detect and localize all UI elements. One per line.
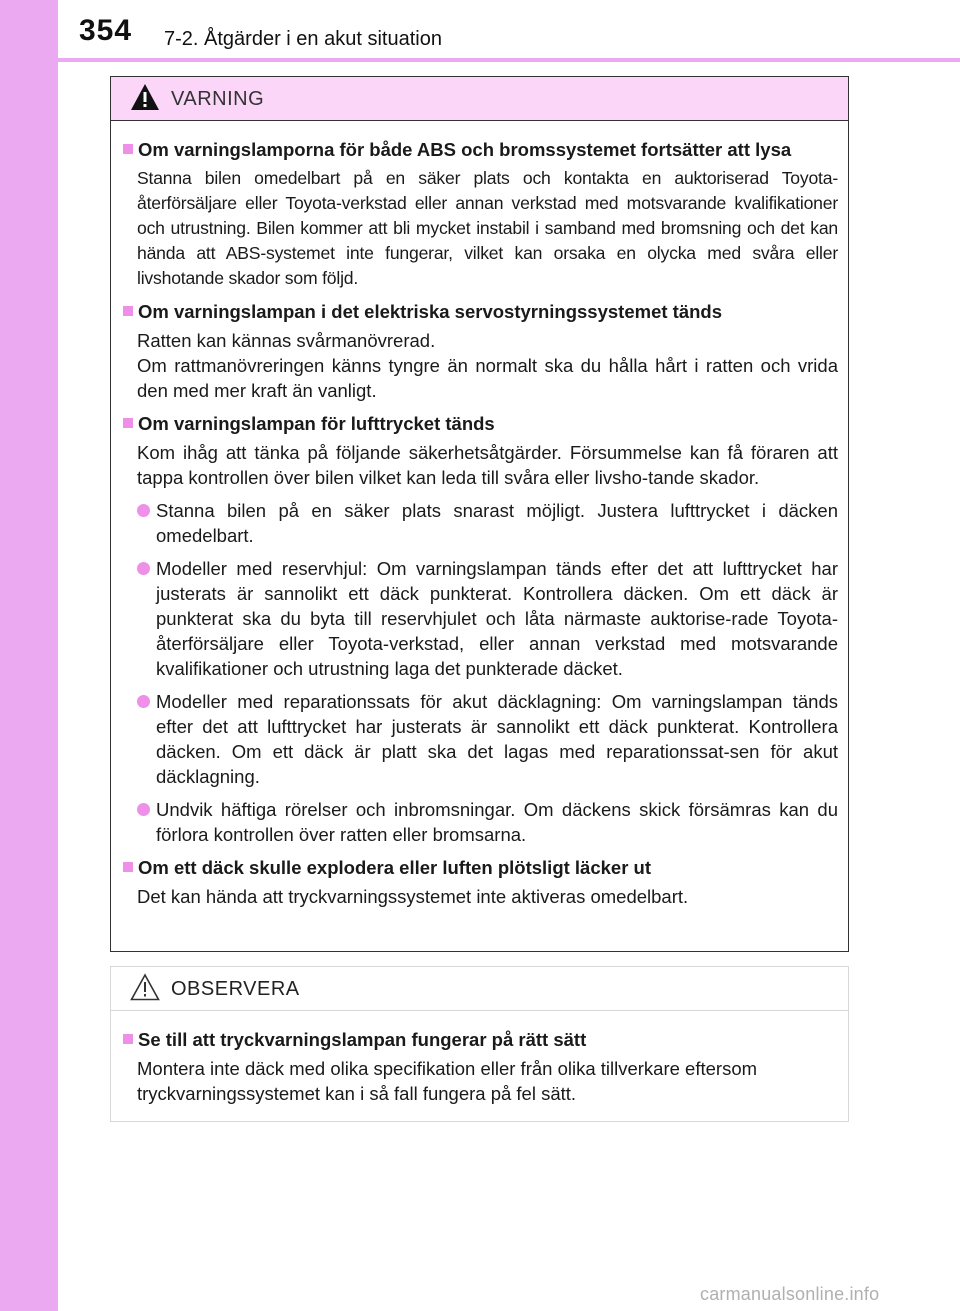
section-heading: Om varningslamporna för både ABS och bromssystemet fortsätter att lysa <box>138 139 792 160</box>
caution-title: OBSERVERA <box>171 978 300 1000</box>
header-divider <box>58 58 960 62</box>
warning-body <box>111 121 848 909</box>
warning-title: VARNING <box>171 88 265 110</box>
warning-section-tire-pressure <box>123 411 838 847</box>
list-item-text: Stanna bilen på en säker plats snarast möjligt. Justera lufttrycket i däcken omedelbart. <box>156 500 838 546</box>
round-bullet-icon <box>137 504 150 517</box>
warning-section-eps <box>123 299 838 403</box>
list-item-text: Modeller med reservhjul: Om varningslampan tänds efter det att lufttrycket har justerats är sannolikt ett däck punkterat. Kontrollera däcken. Om ett däck är punkterat ska du byta till reservhjulet och låta närmaste auktorise-rade Toyota-återförsäljare eller Toyota-verkstad, eller annan verkstad med motsvarande kvalifikationer och utrustning laga det punkterade däcket. <box>156 558 838 679</box>
round-bullet-icon <box>137 695 150 708</box>
caution-body <box>111 1011 848 1106</box>
section-heading: Om varningslampan i det elektriska servostyrningssystemet tänds <box>138 301 723 322</box>
section-paragraph: Kom ihåg att tänka på följande säkerhetsåtgärder. Försummelse kan få föraren att tappa kontrollen över bilen vilket kan leda till svåra eller livsho-tande skador. <box>137 442 838 488</box>
section-heading: Om ett däck skulle explodera eller luften plötsligt läcker ut <box>138 857 652 878</box>
warning-triangle-icon <box>130 83 160 111</box>
side-color-strip <box>0 0 58 1311</box>
square-bullet-icon <box>123 144 133 154</box>
warning-section-abs <box>123 137 838 291</box>
list-item-text: Modeller med reparationssats för akut däcklagning: Om varningslampan tänds efter det att lufttrycket har justerats är sannolikt ett däck punkterat. Kontrollera däcken. Om ett däck är platt ska det lagas med reparationssat-sen för akut däcklagning. <box>156 691 838 787</box>
warning-box <box>110 76 849 952</box>
square-bullet-icon <box>123 862 133 872</box>
section-paragraph: Ratten kan kännas svårmanövrerad. <box>137 330 436 351</box>
list-item <box>137 797 838 847</box>
list-item <box>137 498 838 548</box>
square-bullet-icon <box>123 306 133 316</box>
section-paragraph: Det kan hända att tryckvarningssystemet inte aktiveras omedelbart. <box>137 886 689 907</box>
warning-header <box>111 77 848 121</box>
section-heading: Se till att tryckvarningslampan fungerar på rätt sätt <box>138 1029 587 1050</box>
warning-section-tire-burst <box>123 855 838 909</box>
section-paragraph: Montera inte däck med olika specifikation eller från olika tillverkare eftersom tryckvarningssystemet kan i så fall fungera på fel sätt. <box>137 1058 758 1104</box>
square-bullet-icon <box>123 418 133 428</box>
round-bullet-icon <box>137 803 150 816</box>
round-bullet-icon <box>137 562 150 575</box>
list-item-text: Undvik häftiga rörelser och inbromsningar. Om däckens skick försämras kan du förlora kontrollen över ratten eller bromsarna. <box>156 799 838 845</box>
caution-triangle-icon <box>130 973 160 1001</box>
section-paragraph: Stanna bilen omedelbart på en säker plats och kontakta en auktoriserad Toyota-återförsäljare eller Toyota-verkstad eller annan verkstad med motsvarande kvalifikationer och utrustning. Bilen kommer att bli mycket instabil i samband med bromsning och det kan hända att ABS-systemet inte fungerar, vilket kan orsaka en olycka med svåra eller livshotande skador som följd. <box>137 168 838 288</box>
page-number: 354 <box>79 14 133 47</box>
bullet-list <box>137 498 838 847</box>
square-bullet-icon <box>123 1034 133 1044</box>
caution-box <box>110 966 849 1122</box>
site-watermark: carmanualsonline.info <box>700 1284 880 1304</box>
section-paragraph: Om rattmanövreringen känns tyngre än normalt ska du hålla hårt i ratten och vrida den med mer kraft än vanligt. <box>137 355 838 401</box>
caution-section <box>123 1027 838 1106</box>
caution-header <box>111 967 848 1011</box>
section-title: 7-2. Åtgärder i en akut situation <box>164 28 442 50</box>
list-item <box>137 556 838 681</box>
list-item <box>137 689 838 789</box>
section-heading: Om varningslampan för lufttrycket tänds <box>138 413 495 434</box>
